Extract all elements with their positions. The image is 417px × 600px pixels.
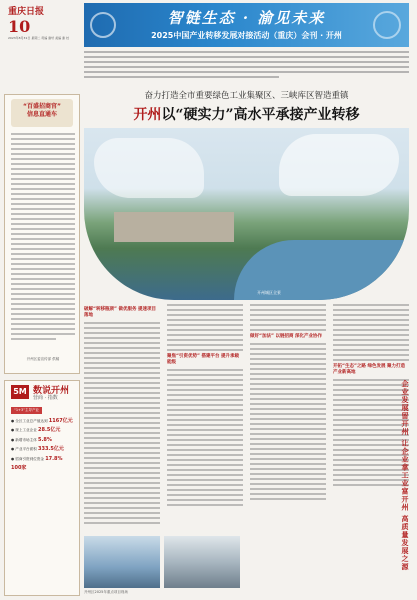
vertical-slogan: 企业发展留开州 让企业拿工业富开州 高质量发展之源	[401, 380, 410, 571]
section-subhead: 做好“加法” 以链招商 深化产业协作	[250, 334, 323, 339]
intro-paragraph	[84, 51, 409, 81]
body-column	[167, 304, 243, 534]
data-subtitle: 营商 · 指数	[33, 395, 58, 401]
list-item: 100家	[11, 465, 27, 472]
headline-text: 以“硬实力”高水平承接产业转移	[161, 107, 360, 123]
data-list	[11, 419, 77, 475]
photo-caption: 开州区2025年重点项目现场	[84, 590, 128, 594]
data-tag: “1+3”主导产业	[11, 407, 42, 414]
article-headline	[84, 104, 409, 124]
list-item: ● 招商引资到位资金 17.8%	[11, 455, 63, 462]
article-kicker: 奋力打造全市重要绿色工业集聚区、三峡库区智造重镇	[144, 91, 349, 101]
body-column	[250, 304, 326, 534]
sidebar-text	[11, 133, 75, 343]
handshake-hand-icon	[279, 134, 399, 196]
headline-place: 开州	[133, 107, 162, 123]
page-number: 10	[8, 17, 31, 36]
body-column	[84, 304, 160, 534]
data-box	[4, 380, 80, 596]
city-skyline	[114, 212, 234, 242]
list-item: ● 全区工业总产值达到 1167亿元	[11, 418, 73, 424]
banner-subtitle: 2025中国产业转移发展对接活动（重庆）会刊 · 开州	[151, 31, 342, 40]
handshake-hand-icon	[94, 138, 204, 198]
newspaper-logo: 重庆日报	[8, 7, 45, 17]
factory-photo	[164, 536, 240, 588]
list-item: ● 产业平台面积 333.5亿元	[11, 446, 64, 453]
article-body	[84, 304, 409, 534]
date-info: 2023年8月31日 星期二 责编 谢轩 美编 谢 校	[8, 36, 70, 40]
section-subhead: 破解“转移瓶颈” 做优服务 提速项目落地	[84, 307, 157, 318]
data-badge: 5M	[11, 385, 29, 399]
list-item: ● 新增市场主体 5.8%	[11, 436, 52, 443]
sidebar-header	[11, 99, 73, 127]
sidebar-author: 开州区委宣传部 供稿	[26, 357, 60, 361]
section-subhead: 聚焦“引资优势” 搭建平台 提升承载能级	[167, 354, 240, 365]
sidebar-title: “百盛招商官” 信息直通车	[23, 103, 61, 118]
section-subhead: 开拓“生态”之路 绿色发展 聚力打造产业新高地	[333, 364, 406, 375]
sidebar-column	[4, 94, 80, 374]
project-photo	[84, 536, 160, 588]
hero-caption: 开州城区全景	[257, 290, 281, 295]
hero-image	[84, 128, 409, 300]
data-title: 数说开州	[33, 386, 70, 396]
header-banner	[84, 3, 409, 47]
list-item: ● 规上工业企业 28.5亿元	[11, 427, 61, 434]
banner-title: 智链生态 · 渝见未来	[167, 9, 326, 27]
